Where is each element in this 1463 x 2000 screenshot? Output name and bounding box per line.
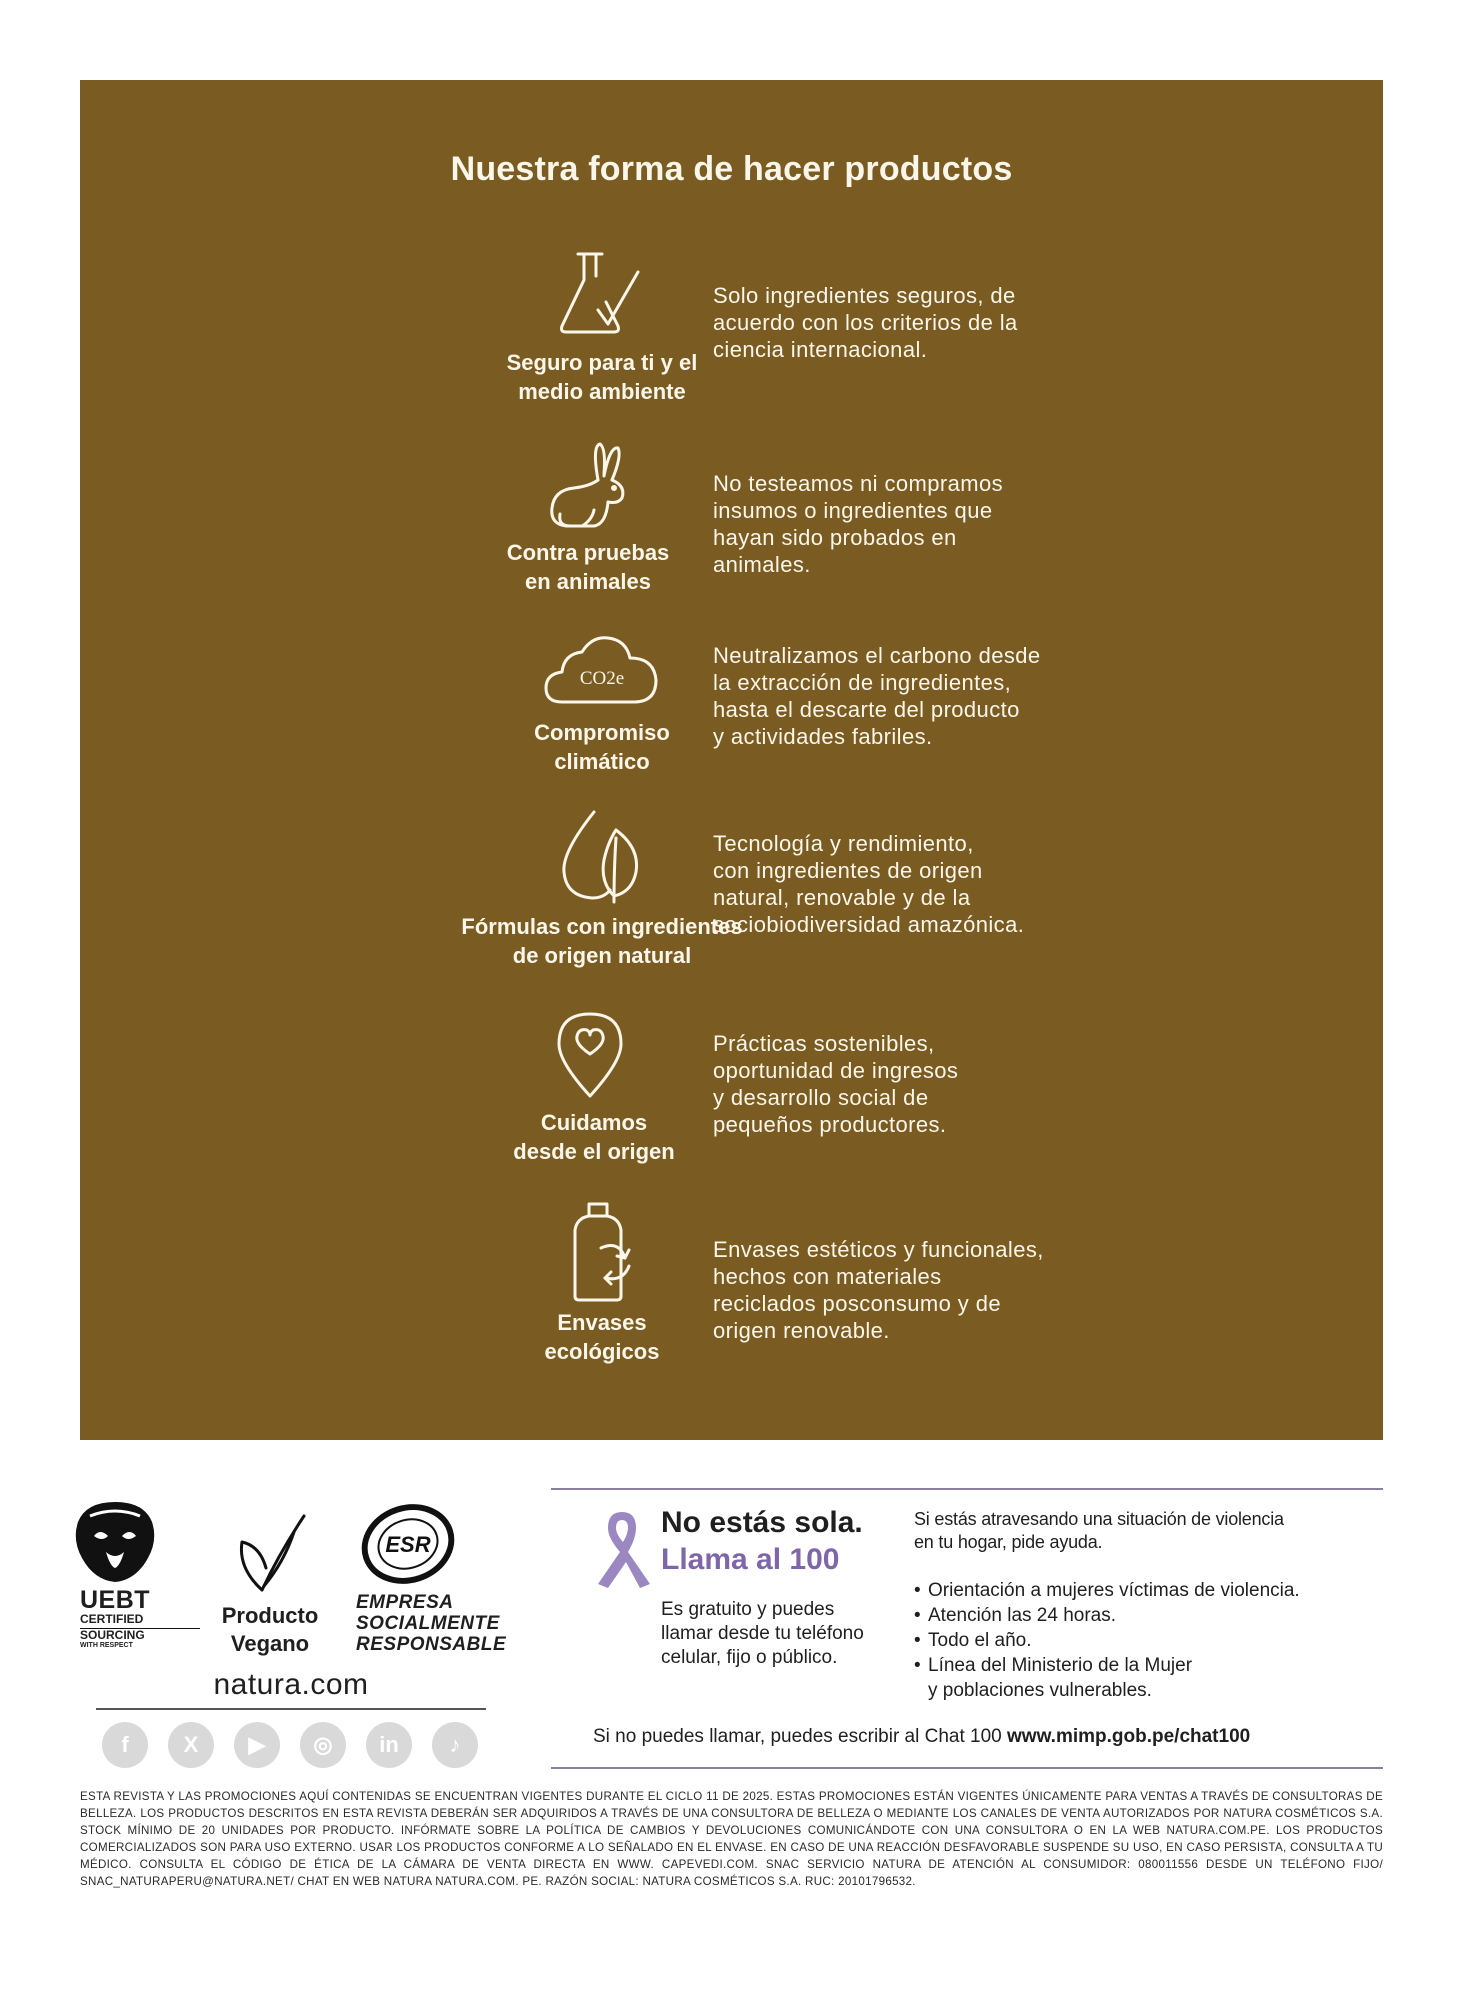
esr-certification bbox=[356, 1592, 516, 1655]
recycled-bottle-icon bbox=[492, 1200, 712, 1304]
feature-description bbox=[713, 282, 1113, 363]
label-line: medio ambiente bbox=[518, 379, 686, 404]
desc-line: y actividades fabriles. bbox=[713, 724, 933, 749]
divider bbox=[551, 1767, 1383, 1769]
note-line: llamar desde tu teléfono bbox=[661, 1623, 864, 1644]
feature-description bbox=[713, 642, 1113, 750]
chat-line bbox=[593, 1726, 1250, 1748]
drop-leaf-icon bbox=[492, 808, 712, 904]
divider bbox=[96, 1708, 486, 1710]
divider bbox=[551, 1488, 1383, 1490]
label-line: Contra pruebas bbox=[506, 540, 670, 565]
desc-line: la extracción de ingredientes, bbox=[713, 670, 1012, 695]
instagram-icon[interactable]: ◎ bbox=[300, 1722, 346, 1768]
feature-description bbox=[713, 1236, 1113, 1344]
helpline-list bbox=[914, 1578, 1374, 1703]
x-icon[interactable]: X bbox=[168, 1722, 214, 1768]
desc-line: hechos con materiales bbox=[713, 1264, 942, 1289]
desc-line: natural, renovable y de la bbox=[713, 885, 971, 910]
feature-description bbox=[713, 470, 1113, 578]
youtube-icon[interactable]: ▶ bbox=[234, 1722, 280, 1768]
note-line: Es gratuito y puedes bbox=[661, 1599, 835, 1620]
uebt-line: CERTIFIED bbox=[80, 1612, 144, 1626]
cloud-co2-icon bbox=[492, 632, 712, 708]
esr-line: RESPONSABLE bbox=[356, 1634, 507, 1655]
desc-line: pequeños productores. bbox=[713, 1112, 947, 1137]
desc-line: hayan sido probados en bbox=[713, 525, 957, 550]
esr-line: EMPRESA bbox=[356, 1592, 454, 1613]
intro-line: Si estás atravesando una situación de violencia bbox=[914, 1509, 1284, 1529]
legal-text: ESTA REVISTA Y LAS PROMOCIONES AQUÍ CONTENIDAS SE ENCUENTRAN VIGENTES DURANTE EL CICLO 11 DE 2025. ESTAS PROMOCIONES ESTÁN VIGENTES ÚNICAMENTE PARA VENTAS A TRAVÉS DE CONSULTORAS DE BELLEZA. LOS PRODUCTOS DESCRITOS EN ESTA REVISTA DEBERÁN SER ADQUIRIDOS A TRAVÉS DE UNA CONSULTORA DE BELLEZA O MEDIANTE LOS CANALES DE VENTA AUTORIZADOS POR NATURA COSMÉTICOS S.A. STOCK MÍNIMO DE 20 UNIDADES POR PRODUCTO. INFÓRMATE SOBRE LA POLÍTICA DE CAMBIOS Y DEVOLUCIONES COMUNICÁNDOTE CON UNA CONSULTORA O EN LA WEB NATURA.COM.PE. LOS PRODUCTOS COMERCIALIZADOS SON PARA USO EXTERNO. USAR LOS PRODUCTOS CONFORME A LO SEÑALADO EN EL ENVASE. EN CASO DE UNA REACCIÓN DESFAVORABLE SUSPENDE SU USO, EN CASO PERSISTA, CONSULTA A TU MÉDICO. CONSULTA EL CÓDIGO DE ÉTICA DE LA CÁMARA DE VENTA DIRECTA EN WWW. CAPEVEDI.COM. SNAC SERVICIO NATURA DE ATENCIÓN AL CONSUMIDOR: 080011556 DESDE UN TELÉFONO FIJO/ SNAC_NATURAPERU@NATURA.NET/ CHAT EN WEB NATURA NATURA.COM. PE. RAZÓN SOCIAL: NATURA COSMÉTICOS S.A. RUC: 20101796532. bbox=[80, 1790, 1383, 1888]
chat-text: Si no puedes llamar, puedes escribir al Chat 100 bbox=[593, 1726, 1002, 1747]
uebt-lion-icon bbox=[72, 1500, 172, 1589]
tiktok-icon[interactable]: ♪ bbox=[432, 1722, 478, 1768]
note-line: celular, fijo o público. bbox=[661, 1647, 838, 1668]
desc-line: hasta el descarte del producto bbox=[713, 697, 1020, 722]
rabbit-icon bbox=[480, 440, 700, 532]
social-links bbox=[102, 1722, 478, 1768]
linkedin-icon[interactable]: in bbox=[366, 1722, 412, 1768]
desc-line: origen renovable. bbox=[713, 1318, 890, 1343]
label-line: en animales bbox=[525, 569, 651, 594]
desc-line: sociobiodiversidad amazónica. bbox=[713, 912, 1025, 937]
desc-line: Prácticas sostenibles, bbox=[713, 1031, 935, 1056]
flask-check-icon bbox=[492, 250, 712, 336]
desc-line: insumos o ingredientes que bbox=[713, 498, 993, 523]
desc-line: No testeamos ni compramos bbox=[713, 471, 1003, 496]
feature-description bbox=[713, 1030, 1113, 1138]
label-line: de origen natural bbox=[512, 943, 692, 968]
uebt-certification bbox=[80, 1588, 200, 1649]
panel-title: Nuestra forma de hacer productos bbox=[450, 150, 1013, 188]
uebt-name: UEBT bbox=[80, 1586, 151, 1614]
helpline-intro bbox=[914, 1508, 1354, 1554]
desc-line: con ingredientes de origen bbox=[713, 858, 983, 883]
desc-line: oportunidad de ingresos bbox=[713, 1058, 959, 1083]
list-item: • Todo el año. bbox=[914, 1630, 1032, 1651]
desc-line: y desarrollo social de bbox=[713, 1085, 929, 1110]
esr-line: SOCIALMENTE bbox=[356, 1613, 500, 1634]
list-item: • Línea del Ministerio de la Mujer y poblaciones vulnerables. bbox=[914, 1655, 1193, 1701]
esr-badge-icon bbox=[356, 1500, 466, 1591]
location-heart-icon bbox=[480, 1010, 700, 1100]
label-line: desde el origen bbox=[513, 1139, 675, 1164]
desc-line: Neutralizamos el carbono desde bbox=[713, 643, 1041, 668]
desc-line: Solo ingredientes seguros, de bbox=[713, 283, 1016, 308]
label-line: Compromiso bbox=[534, 720, 670, 745]
commitments-panel bbox=[80, 80, 1383, 1440]
svg-text:ESR: ESR bbox=[385, 1532, 431, 1557]
label-line: Fórmulas con ingredientes bbox=[461, 914, 743, 939]
helpline-note bbox=[661, 1598, 911, 1670]
website-link[interactable]: natura.com bbox=[213, 1668, 369, 1701]
helpline-title: No estás sola. bbox=[661, 1506, 863, 1539]
desc-line: ciencia internacional. bbox=[713, 337, 928, 362]
vegan-leaf-icon bbox=[234, 1512, 310, 1599]
label-line: Cuidamos bbox=[540, 1110, 648, 1135]
feature-description bbox=[713, 830, 1113, 938]
label-line: ecológicos bbox=[544, 1339, 660, 1364]
vegan-line: Vegano bbox=[230, 1631, 310, 1656]
desc-line: Envases estéticos y funcionales, bbox=[713, 1237, 1044, 1262]
chat-link[interactable]: www.mimp.gob.pe/chat100 bbox=[1007, 1726, 1251, 1747]
desc-line: animales. bbox=[713, 552, 811, 577]
desc-line: acuerdo con los criterios de la bbox=[713, 310, 1018, 335]
desc-line: reciclados posconsumo y de bbox=[713, 1291, 1001, 1316]
helpline-subtitle: Llama al 100 bbox=[661, 1543, 840, 1576]
desc-line: Tecnología y rendimiento, bbox=[713, 831, 974, 856]
svg-text:CO2e: CO2e bbox=[579, 668, 625, 689]
uebt-line: SOURCING bbox=[80, 1628, 200, 1642]
label-line: climático bbox=[554, 749, 650, 774]
awareness-ribbon-icon bbox=[590, 1508, 654, 1595]
uebt-line: WITH RESPECT bbox=[80, 1642, 133, 1649]
facebook-icon[interactable]: f bbox=[102, 1722, 148, 1768]
label-line: Envases bbox=[557, 1310, 647, 1335]
vegan-certification bbox=[210, 1602, 330, 1658]
label-line: Seguro para ti y el bbox=[506, 350, 698, 375]
intro-line: en tu hogar, pide ayuda. bbox=[914, 1532, 1103, 1552]
list-item: • Atención las 24 horas. bbox=[914, 1605, 1117, 1626]
vegan-line: Producto bbox=[221, 1603, 319, 1628]
list-item: • Orientación a mujeres víctimas de violencia. bbox=[914, 1580, 1300, 1601]
